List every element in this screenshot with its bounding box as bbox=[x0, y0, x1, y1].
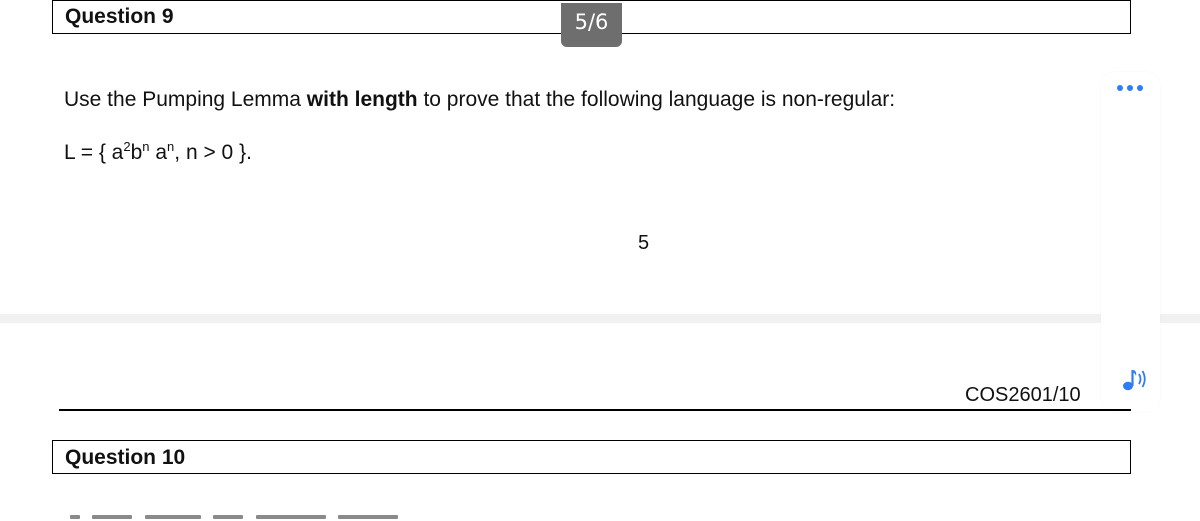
cutoff-text-line bbox=[70, 515, 470, 521]
language-b: b bbox=[130, 141, 143, 164]
more-dot bbox=[1127, 85, 1133, 91]
question-9-label: Question 9 bbox=[65, 5, 174, 28]
music-note-sound-icon bbox=[1119, 364, 1151, 396]
cutoff-fragment bbox=[145, 515, 201, 519]
course-code: COS2601/10 bbox=[965, 384, 1081, 406]
cutoff-fragment bbox=[92, 515, 132, 519]
exponent-2: 2 bbox=[123, 139, 131, 154]
exponent-n-b: n bbox=[142, 139, 150, 154]
cutoff-fragment bbox=[338, 515, 398, 519]
more-horizontal-icon bbox=[1117, 85, 1123, 91]
cutoff-fragment bbox=[256, 515, 326, 519]
language-definition bbox=[64, 141, 252, 165]
more-options-button[interactable] bbox=[1110, 76, 1150, 100]
cutoff-fragment bbox=[213, 515, 243, 519]
prompt-text-start: Use the Pumping Lemma bbox=[64, 88, 307, 111]
more-dot bbox=[1137, 85, 1143, 91]
question-10-header bbox=[52, 440, 1131, 474]
language-a: a bbox=[149, 141, 168, 164]
header-rule bbox=[59, 409, 1131, 411]
prompt-emphasis: with length bbox=[306, 88, 418, 111]
cutoff-fragment bbox=[70, 515, 80, 519]
question-10-label: Question 10 bbox=[65, 446, 186, 469]
audio-button[interactable] bbox=[1113, 360, 1155, 400]
language-prefix: L = { a bbox=[64, 141, 124, 164]
page-separator bbox=[0, 314, 1200, 323]
language-suffix: , n > 0 }. bbox=[174, 141, 252, 164]
prompt-text-end: to prove that the following language is non-regular: bbox=[417, 88, 896, 111]
question-9-prompt bbox=[64, 88, 895, 112]
exponent-n-a: n bbox=[167, 139, 175, 154]
page-number: 5 bbox=[638, 232, 650, 254]
page-indicator: 5/6 bbox=[561, 3, 622, 47]
